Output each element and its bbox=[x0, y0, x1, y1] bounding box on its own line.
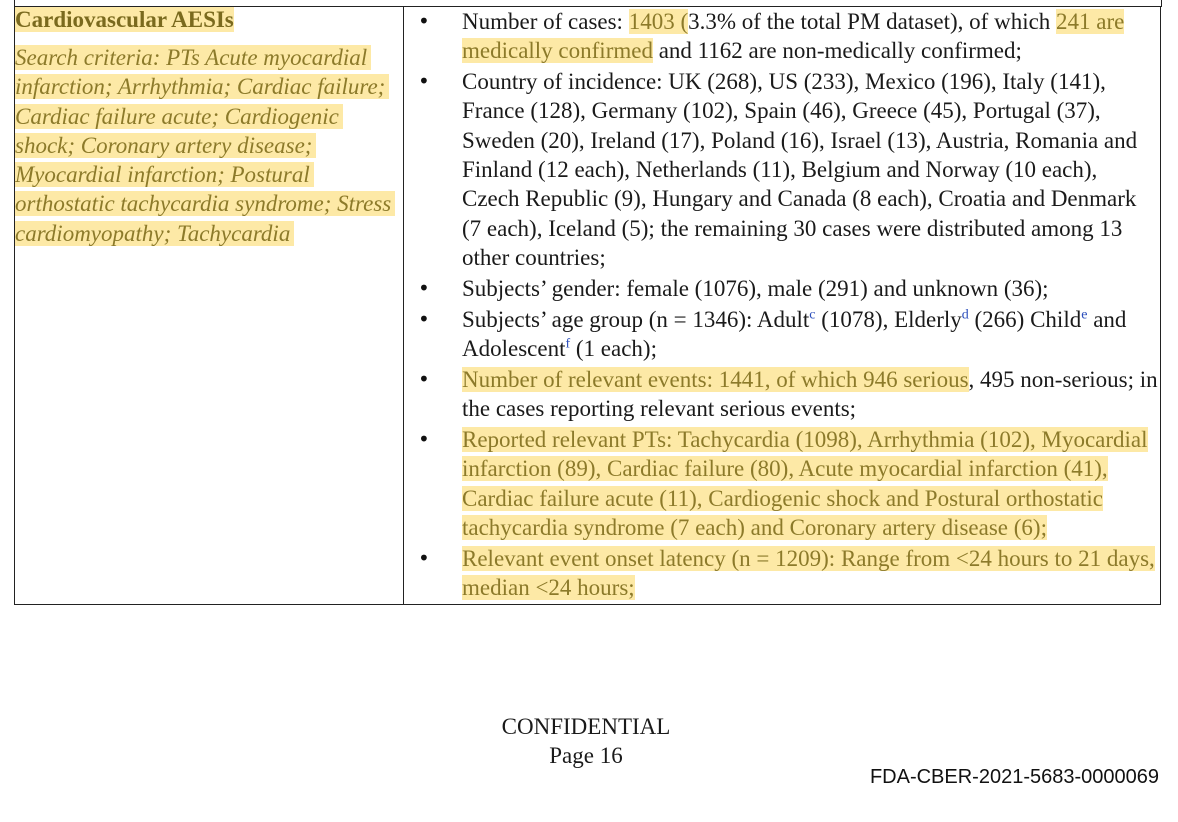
footnote-d[interactable]: d bbox=[961, 307, 969, 323]
page-number: Page 16 bbox=[549, 743, 623, 768]
list-item-relevant-events: • Number of relevant events: 1441, of which 946 serious, 495 non-serious; in the cases reporting relevant serious events; bbox=[404, 365, 1160, 424]
details-list bbox=[404, 7, 1160, 603]
table-row bbox=[15, 7, 1161, 605]
confidential-label: CONFIDENTIAL bbox=[501, 714, 671, 739]
search-criteria-text: Search criteria: PTs Acute myocardial infarction; Arrhythmia; Cardiac failure; Cardiac failure acute; Cardiogenic shock; Coronary artery disease; Myocardial infarction; Postural orthostatic tachycardia syndrome; Stress cardiomyopathy; Tachycardia bbox=[15, 45, 395, 246]
search-criteria bbox=[15, 43, 403, 248]
list-item-reported-pts: • Reported relevant PTs: Tachycardia (1098), Arrhythmia (102), Myocardial infarction (89), Cardiac failure (80), Acute myocardial infarction (41), Cardiac failure acute (11), Cardiogenic shock and Postural orthostatic tachycardia syndrome (7 each) and Coronary artery disease (6); bbox=[404, 425, 1160, 542]
document-id: FDA-CBER-2021-5683-0000069 bbox=[869, 766, 1159, 788]
list-item-onset-latency: • Relevant event onset latency (n = 1209): Range from <24 hours to 21 days, median <24 hours; bbox=[404, 544, 1160, 603]
list-item-country-of-incidence: • Country of incidence: UK (268), US (233), Mexico (196), Italy (141), France (128), Germany (102), Spain (46), Greece (45), Portugal (37), Sweden (20), Ireland (17), Poland (16), Israel (13), Austria, Romania and Finland (12 each), Netherlands (11), Belgium and Norway (10 each), Czech Republic (9), Hungary and Canada (8 each), Croatia and Denmark (7 each), Iceland (5); the remaining 30 cases were distributed among 13 other countries; bbox=[404, 67, 1160, 272]
footnote-f[interactable]: f bbox=[565, 336, 571, 352]
list-item-age-group: • Subjects’ age group (n = 1346): Adult$^c$ (1078), Elderly$^d$ (266) Child$^e$ and Adolescent$^f$ (1 each); bbox=[404, 305, 1160, 364]
list-item-number-of-cases: • Number of cases: 1403 (3.3% of the total PM dataset), of which 241 are medically confirmed and 1162 are non-medically confirmed; bbox=[404, 7, 1160, 66]
footnote-c[interactable]: c bbox=[809, 307, 816, 323]
aesi-title: Cardiovascular AESIs bbox=[15, 7, 234, 32]
footnote-e[interactable]: e bbox=[1081, 307, 1088, 323]
aesi-category-cell bbox=[15, 7, 404, 605]
aesi-table bbox=[14, 6, 1161, 605]
aesi-details-cell bbox=[404, 7, 1161, 605]
list-item-gender: • Subjects’ gender: female (1076), male (291) and unknown (36); bbox=[404, 274, 1160, 303]
page-footer bbox=[0, 712, 1172, 770]
